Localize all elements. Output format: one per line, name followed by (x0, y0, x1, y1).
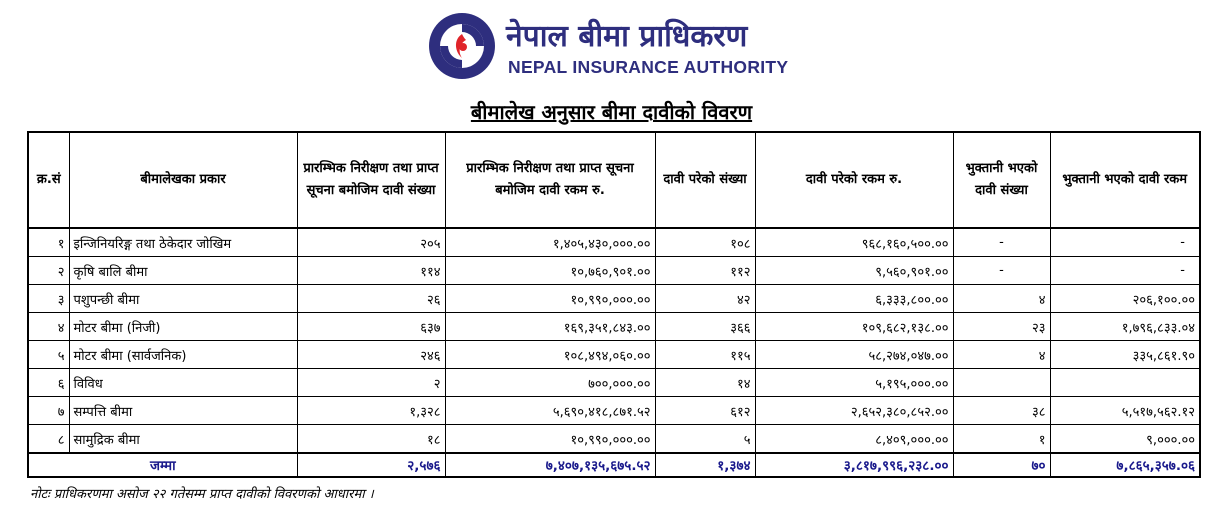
cell-paid-amount: - (1050, 257, 1200, 285)
cell-paid-amount: ९,०००.०० (1050, 425, 1200, 454)
footnote: नोटः प्राधिकरणमा असोज २२ गतेसम्म प्राप्त दावीको विवरणको आधारमा । (30, 487, 374, 502)
header-paid-count: भुक्तानी भएको दावी संख्या (953, 132, 1050, 228)
cell-claim-amount: ९६८,१६०,५००.०० (755, 228, 953, 257)
total-paid-count: ७० (953, 453, 1050, 477)
table-row (28, 341, 1200, 369)
cell-claim-count: ४२ (655, 285, 755, 313)
cell-paid-count: ४ (953, 341, 1050, 369)
cell-paid-count: २३ (953, 313, 1050, 341)
header-row (28, 132, 1200, 228)
cell-prelim-amount: १०,९९०,०००.०० (445, 425, 655, 454)
cell-sn: १ (28, 228, 69, 257)
cell-type: विविध (69, 369, 297, 397)
cell-claim-amount: ६,३३३,८००.०० (755, 285, 953, 313)
cell-prelim-count: ६३७ (297, 313, 445, 341)
header-type: बीमालेखका प्रकार (69, 132, 297, 228)
cell-prelim-count: १८ (297, 425, 445, 454)
cell-claim-amount: ५८,२७४,०४७.०० (755, 341, 953, 369)
total-prelim-count: २,५७६ (297, 453, 445, 477)
cell-prelim-count: २६ (297, 285, 445, 313)
cell-claim-amount: ९,५६०,९०१.०० (755, 257, 953, 285)
total-label: जम्मा (28, 453, 297, 477)
cell-type: सामुद्रिक बीमा (69, 425, 297, 454)
cell-prelim-count: २४६ (297, 341, 445, 369)
cell-paid-amount: १,७९६,८३३.०४ (1050, 313, 1200, 341)
claims-table (27, 131, 1201, 478)
cell-prelim-amount: १०,७६०,९०१.०० (445, 257, 655, 285)
cell-claim-amount: ५,१९५,०००.०० (755, 369, 953, 397)
cell-prelim-amount: ७००,०००.०० (445, 369, 655, 397)
total-claim-amount: ३,८१७,९९६,२३८.०० (755, 453, 953, 477)
cell-claim-count: ११५ (655, 341, 755, 369)
cell-paid-count: ४ (953, 285, 1050, 313)
cell-prelim-amount: १०८,४९४,०६०.०० (445, 341, 655, 369)
cell-paid-amount: ५,५१७,५६२.१२ (1050, 397, 1200, 425)
cell-prelim-count: २ (297, 369, 445, 397)
cell-type: मोटर बीमा (सार्वजनिक) (69, 341, 297, 369)
cell-type: इन्जिनियरिङ्ग तथा ठेकेदार जोखिम (69, 228, 297, 257)
total-row (28, 453, 1200, 477)
header-sn: क्र.सं (28, 132, 69, 228)
cell-paid-amount: - (1050, 228, 1200, 257)
header-claim-amount: दावी परेको रकम रु. (755, 132, 953, 228)
cell-sn: ४ (28, 313, 69, 341)
table-row (28, 313, 1200, 341)
org-name-nepali: नेपाल बीमा प्राधिकरण (506, 19, 748, 54)
cell-claim-amount: १०९,६८२,१३८.०० (755, 313, 953, 341)
header-claim-count: दावी परेको संख्या (655, 132, 755, 228)
header-prelim-count: प्रारम्भिक निरीक्षण तथा प्राप्त सूचना बमोजिम दावी संख्या (297, 132, 445, 228)
cell-sn: ८ (28, 425, 69, 454)
table-row (28, 228, 1200, 257)
total-claim-count: १,३७४ (655, 453, 755, 477)
table-row (28, 369, 1200, 397)
total-paid-amount: ७,८६५,३५७.०६ (1050, 453, 1200, 477)
cell-prelim-amount: १,४०५,४३०,०००.०० (445, 228, 655, 257)
cell-type: मोटर बीमा (निजी) (69, 313, 297, 341)
cell-prelim-amount: १०,९९०,०००.०० (445, 285, 655, 313)
cell-claim-amount: २,६५२,३८०,८५२.०० (755, 397, 953, 425)
cell-sn: ६ (28, 369, 69, 397)
cell-claim-amount: ८,४०९,०००.०० (755, 425, 953, 454)
cell-sn: ५ (28, 341, 69, 369)
cell-claim-count: १०८ (655, 228, 755, 257)
cell-prelim-count: ११४ (297, 257, 445, 285)
cell-claim-count: १४ (655, 369, 755, 397)
table-row (28, 285, 1200, 313)
cell-paid-amount: २०६,१००.०० (1050, 285, 1200, 313)
cell-type: कृषि बालि बीमा (69, 257, 297, 285)
total-prelim-amount: ७,४०७,१३५,६७५.५२ (445, 453, 655, 477)
cell-sn: ७ (28, 397, 69, 425)
cell-type: पशुपन्छी बीमा (69, 285, 297, 313)
cell-paid-count: १ (953, 425, 1050, 454)
table-row (28, 397, 1200, 425)
org-name-english: NEPAL INSURANCE AUTHORITY (508, 57, 789, 77)
header (428, 12, 808, 80)
cell-sn: २ (28, 257, 69, 285)
cell-paid-count: ३८ (953, 397, 1050, 425)
page-title: बीमालेख अनुसार बीमा दावीको विवरण (470, 100, 753, 124)
cell-claim-count: ६१२ (655, 397, 755, 425)
cell-claim-count: ५ (655, 425, 755, 454)
cell-paid-amount: ३३५,८६१.९० (1050, 341, 1200, 369)
table-row (28, 257, 1200, 285)
table-row (28, 425, 1200, 454)
header-paid-amount: भुक्तानी भएको दावी रकम (1050, 132, 1200, 228)
cell-prelim-count: २०५ (297, 228, 445, 257)
cell-prelim-amount: ५,६९०,४१८,८७१.५२ (445, 397, 655, 425)
cell-claim-count: ११२ (655, 257, 755, 285)
cell-paid-count (953, 369, 1050, 397)
cell-sn: ३ (28, 285, 69, 313)
cell-claim-count: ३६६ (655, 313, 755, 341)
cell-prelim-count: १,३२८ (297, 397, 445, 425)
cell-prelim-amount: १६९,३५१,८४३.०० (445, 313, 655, 341)
nepal-insurance-authority-logo-icon (428, 12, 496, 80)
cell-paid-amount (1050, 369, 1200, 397)
cell-type: सम्पत्ति बीमा (69, 397, 297, 425)
header-prelim-amount: प्रारम्भिक निरीक्षण तथा प्राप्त सूचना बमोजिम दावी रकम रु. (445, 132, 655, 228)
cell-paid-count: - (953, 228, 1050, 257)
cell-paid-count: - (953, 257, 1050, 285)
